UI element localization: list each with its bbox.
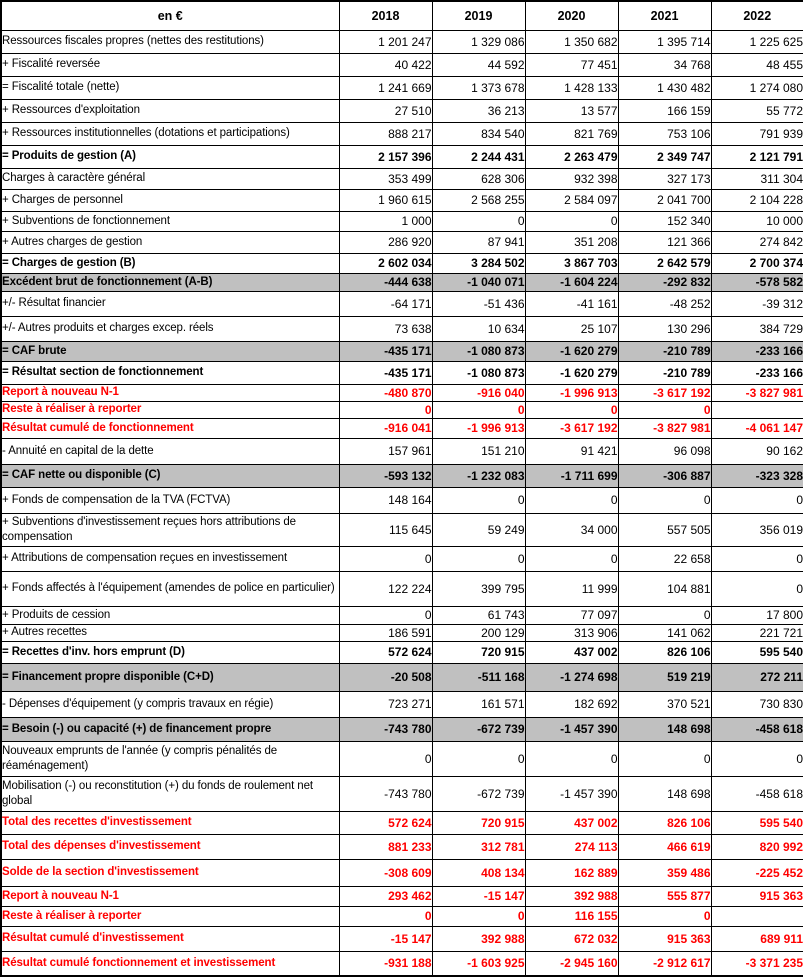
- value-cell: 161 571: [432, 691, 525, 717]
- table-row: [1, 624, 803, 641]
- value-cell: 1 241 669: [339, 76, 432, 99]
- value-cell: -931 188: [339, 951, 432, 976]
- value-cell: 272 211: [711, 663, 803, 691]
- value-cell: 1 428 133: [525, 76, 618, 99]
- value-cell: 311 304: [711, 168, 803, 189]
- value-cell: 557 505: [618, 513, 711, 546]
- table-row: [1, 886, 803, 906]
- row-label: + Fonds de compensation de la TVA (FCTVA): [1, 487, 339, 513]
- value-cell: 48 455: [711, 53, 803, 76]
- value-cell: -20 508: [339, 663, 432, 691]
- row-label: = CAF nette ou disponible (C): [1, 464, 339, 487]
- value-cell: 148 698: [618, 776, 711, 811]
- value-cell: 0: [618, 487, 711, 513]
- row-label: + Fiscalité reversée: [1, 53, 339, 76]
- value-cell: 392 988: [525, 886, 618, 906]
- value-cell: 274 842: [711, 231, 803, 253]
- value-cell: -435 171: [339, 341, 432, 361]
- table-row: [1, 811, 803, 834]
- value-cell: 221 721: [711, 624, 803, 641]
- row-label: = Fiscalité totale (nette): [1, 76, 339, 99]
- value-cell: 2 263 479: [525, 145, 618, 168]
- value-cell: 1 430 482: [618, 76, 711, 99]
- value-cell: -51 436: [432, 291, 525, 316]
- table-row: [1, 641, 803, 663]
- value-cell: 0: [525, 401, 618, 418]
- table-row: [1, 741, 803, 776]
- value-cell: 0: [618, 741, 711, 776]
- table-row: [1, 951, 803, 976]
- value-cell: -292 832: [618, 273, 711, 291]
- value-cell: -48 252: [618, 291, 711, 316]
- row-label: + Ressources institutionnelles (dotations et participations): [1, 122, 339, 145]
- value-cell: 141 062: [618, 624, 711, 641]
- row-label: Résultat cumulé fonctionnement et investissement: [1, 951, 339, 976]
- value-cell: 0: [432, 546, 525, 571]
- table-row: [1, 401, 803, 418]
- value-cell: 312 781: [432, 834, 525, 859]
- header-row: [1, 1, 803, 30]
- value-cell: 293 462: [339, 886, 432, 906]
- value-cell: 0: [339, 906, 432, 926]
- row-label: + Produits de cession: [1, 606, 339, 624]
- row-label: Mobilisation (-) ou reconstitution (+) du fonds de roulement net global: [1, 776, 339, 811]
- row-label: Report à nouveau N-1: [1, 384, 339, 401]
- value-cell: 2 568 255: [432, 189, 525, 211]
- value-cell: 148 698: [618, 717, 711, 741]
- value-cell: 672 032: [525, 926, 618, 951]
- value-cell: -1 996 913: [432, 418, 525, 438]
- value-cell: -1 620 279: [525, 361, 618, 384]
- value-cell: 881 233: [339, 834, 432, 859]
- value-cell: -3 617 192: [618, 384, 711, 401]
- value-cell: 1 395 714: [618, 30, 711, 53]
- value-cell: -1 996 913: [525, 384, 618, 401]
- table-row: [1, 834, 803, 859]
- value-cell: -15 147: [432, 886, 525, 906]
- table-row: [1, 341, 803, 361]
- value-cell: 148 164: [339, 487, 432, 513]
- value-cell: -306 887: [618, 464, 711, 487]
- unit-header: en €: [1, 1, 339, 30]
- value-cell: -1 080 873: [432, 341, 525, 361]
- row-label: + Attributions de compensation reçues en investissement: [1, 546, 339, 571]
- value-cell: 351 208: [525, 231, 618, 253]
- table-row: [1, 189, 803, 211]
- value-cell: 2 642 579: [618, 253, 711, 273]
- value-cell: 2 104 228: [711, 189, 803, 211]
- row-label: Charges à caractère général: [1, 168, 339, 189]
- value-cell: -1 457 390: [525, 776, 618, 811]
- value-cell: 2 157 396: [339, 145, 432, 168]
- table-row: [1, 571, 803, 606]
- value-cell: 2 349 747: [618, 145, 711, 168]
- value-cell: -1 040 071: [432, 273, 525, 291]
- value-cell: 0: [525, 487, 618, 513]
- value-cell: 3 284 502: [432, 253, 525, 273]
- value-cell: 408 134: [432, 859, 525, 886]
- value-cell: 0: [432, 211, 525, 231]
- table-row: [1, 859, 803, 886]
- row-label: = Produits de gestion (A): [1, 145, 339, 168]
- value-cell: 0: [525, 546, 618, 571]
- value-cell: -2 945 160: [525, 951, 618, 976]
- value-cell: -1 274 698: [525, 663, 618, 691]
- value-cell: 274 113: [525, 834, 618, 859]
- value-cell: 34 000: [525, 513, 618, 546]
- row-label: Résultat cumulé d'investissement: [1, 926, 339, 951]
- value-cell: -435 171: [339, 361, 432, 384]
- table-row: [1, 384, 803, 401]
- value-cell: [711, 906, 803, 926]
- value-cell: 22 658: [618, 546, 711, 571]
- value-cell: -743 780: [339, 717, 432, 741]
- table-row: [1, 361, 803, 384]
- value-cell: 572 624: [339, 811, 432, 834]
- value-cell: 826 106: [618, 641, 711, 663]
- value-cell: 3 867 703: [525, 253, 618, 273]
- row-label: = Charges de gestion (B): [1, 253, 339, 273]
- value-cell: 628 306: [432, 168, 525, 189]
- table-row: [1, 316, 803, 341]
- value-cell: -3 827 981: [618, 418, 711, 438]
- value-cell: 0: [432, 487, 525, 513]
- value-cell: 0: [618, 401, 711, 418]
- value-cell: -916 041: [339, 418, 432, 438]
- year-header-2019: 2019: [432, 1, 525, 30]
- value-cell: 0: [339, 546, 432, 571]
- value-cell: -3 617 192: [525, 418, 618, 438]
- table-row: [1, 906, 803, 926]
- value-cell: 0: [432, 906, 525, 926]
- value-cell: 466 619: [618, 834, 711, 859]
- value-cell: 2 700 374: [711, 253, 803, 273]
- value-cell: -323 328: [711, 464, 803, 487]
- row-label: = Résultat section de fonctionnement: [1, 361, 339, 384]
- value-cell: 87 941: [432, 231, 525, 253]
- value-cell: 1 225 625: [711, 30, 803, 53]
- value-cell: 519 219: [618, 663, 711, 691]
- table-row: [1, 99, 803, 122]
- value-cell: 0: [432, 401, 525, 418]
- value-cell: 0: [618, 906, 711, 926]
- year-header-2022: 2022: [711, 1, 803, 30]
- value-cell: 27 510: [339, 99, 432, 122]
- value-cell: -511 168: [432, 663, 525, 691]
- value-cell: 200 129: [432, 624, 525, 641]
- row-label: = CAF brute: [1, 341, 339, 361]
- table-row: [1, 145, 803, 168]
- table-row: [1, 291, 803, 316]
- row-label: Résultat cumulé de fonctionnement: [1, 418, 339, 438]
- table-row: [1, 487, 803, 513]
- value-cell: 723 271: [339, 691, 432, 717]
- value-cell: 353 499: [339, 168, 432, 189]
- table-row: [1, 253, 803, 273]
- table-row: [1, 122, 803, 145]
- row-label: + Charges de personnel: [1, 189, 339, 211]
- value-cell: 834 540: [432, 122, 525, 145]
- year-header-2021: 2021: [618, 1, 711, 30]
- value-cell: 61 743: [432, 606, 525, 624]
- value-cell: 0: [618, 606, 711, 624]
- value-cell: -233 166: [711, 341, 803, 361]
- table-row: [1, 776, 803, 811]
- value-cell: 0: [711, 546, 803, 571]
- value-cell: -64 171: [339, 291, 432, 316]
- row-label: Report à nouveau N-1: [1, 886, 339, 906]
- value-cell: -1 604 224: [525, 273, 618, 291]
- value-cell: 36 213: [432, 99, 525, 122]
- value-cell: 384 729: [711, 316, 803, 341]
- value-cell: -1 711 699: [525, 464, 618, 487]
- table-row: [1, 717, 803, 741]
- value-cell: -593 132: [339, 464, 432, 487]
- row-label: + Subventions de fonctionnement: [1, 211, 339, 231]
- value-cell: -743 780: [339, 776, 432, 811]
- value-cell: -444 638: [339, 273, 432, 291]
- value-cell: 689 911: [711, 926, 803, 951]
- value-cell: 915 363: [618, 926, 711, 951]
- value-cell: -1 620 279: [525, 341, 618, 361]
- value-cell: 932 398: [525, 168, 618, 189]
- value-cell: 91 421: [525, 438, 618, 464]
- value-cell: 2 121 791: [711, 145, 803, 168]
- value-cell: 888 217: [339, 122, 432, 145]
- value-cell: 370 521: [618, 691, 711, 717]
- row-label: Total des dépenses d'investissement: [1, 834, 339, 859]
- value-cell: 826 106: [618, 811, 711, 834]
- row-label: + Autres charges de gestion: [1, 231, 339, 253]
- value-cell: 1 274 080: [711, 76, 803, 99]
- row-label: Excédent brut de fonctionnement (A-B): [1, 273, 339, 291]
- value-cell: 0: [432, 741, 525, 776]
- table-row: [1, 691, 803, 717]
- value-cell: -41 161: [525, 291, 618, 316]
- row-label: - Dépenses d'équipement (y compris travaux en régie): [1, 691, 339, 717]
- value-cell: -225 452: [711, 859, 803, 886]
- value-cell: -15 147: [339, 926, 432, 951]
- row-label: + Fonds affectés à l'équipement (amendes de police en particulier): [1, 571, 339, 606]
- row-label: Solde de la section d'investissement: [1, 859, 339, 886]
- value-cell: 821 769: [525, 122, 618, 145]
- year-header-2018: 2018: [339, 1, 432, 30]
- value-cell: 25 107: [525, 316, 618, 341]
- value-cell: 10 000: [711, 211, 803, 231]
- value-cell: 96 098: [618, 438, 711, 464]
- table-row: [1, 211, 803, 231]
- value-cell: -1 457 390: [525, 717, 618, 741]
- table-row: [1, 606, 803, 624]
- table-row: [1, 418, 803, 438]
- value-cell: 122 224: [339, 571, 432, 606]
- value-cell: 437 002: [525, 811, 618, 834]
- value-cell: 151 210: [432, 438, 525, 464]
- value-cell: 1 000: [339, 211, 432, 231]
- value-cell: -672 739: [432, 776, 525, 811]
- value-cell: 0: [525, 741, 618, 776]
- table-row: [1, 53, 803, 76]
- value-cell: 130 296: [618, 316, 711, 341]
- value-cell: -233 166: [711, 361, 803, 384]
- value-cell: -308 609: [339, 859, 432, 886]
- value-cell: 44 592: [432, 53, 525, 76]
- value-cell: 720 915: [432, 811, 525, 834]
- table-row: [1, 30, 803, 53]
- value-cell: -39 312: [711, 291, 803, 316]
- row-label: Reste à réaliser à reporter: [1, 401, 339, 418]
- value-cell: 17 800: [711, 606, 803, 624]
- value-cell: 0: [711, 741, 803, 776]
- value-cell: 2 244 431: [432, 145, 525, 168]
- row-label: +/- Résultat financier: [1, 291, 339, 316]
- table-row: [1, 273, 803, 291]
- value-cell: -1 232 083: [432, 464, 525, 487]
- value-cell: 915 363: [711, 886, 803, 906]
- value-cell: 572 624: [339, 641, 432, 663]
- value-cell: 730 830: [711, 691, 803, 717]
- value-cell: 286 920: [339, 231, 432, 253]
- row-label: + Subventions d'investissement reçues hors attributions de compensation: [1, 513, 339, 546]
- value-cell: 0: [339, 741, 432, 776]
- value-cell: 59 249: [432, 513, 525, 546]
- value-cell: -1 080 873: [432, 361, 525, 384]
- value-cell: 2 602 034: [339, 253, 432, 273]
- value-cell: -458 618: [711, 776, 803, 811]
- value-cell: 595 540: [711, 641, 803, 663]
- value-cell: 186 591: [339, 624, 432, 641]
- table-row: [1, 513, 803, 546]
- value-cell: 1 329 086: [432, 30, 525, 53]
- value-cell: 116 155: [525, 906, 618, 926]
- value-cell: 152 340: [618, 211, 711, 231]
- value-cell: 104 881: [618, 571, 711, 606]
- value-cell: -480 870: [339, 384, 432, 401]
- value-cell: 1 960 615: [339, 189, 432, 211]
- value-cell: 437 002: [525, 641, 618, 663]
- value-cell: -3 371 235: [711, 951, 803, 976]
- value-cell: 34 768: [618, 53, 711, 76]
- value-cell: 1 201 247: [339, 30, 432, 53]
- row-label: +/- Autres produits et charges excep. réels: [1, 316, 339, 341]
- value-cell: 55 772: [711, 99, 803, 122]
- value-cell: -578 582: [711, 273, 803, 291]
- value-cell: [711, 401, 803, 418]
- value-cell: -1 603 925: [432, 951, 525, 976]
- row-label: + Autres recettes: [1, 624, 339, 641]
- row-label: + Ressources d'exploitation: [1, 99, 339, 122]
- table-row: [1, 926, 803, 951]
- value-cell: 356 019: [711, 513, 803, 546]
- value-cell: 162 889: [525, 859, 618, 886]
- value-cell: 0: [525, 211, 618, 231]
- value-cell: -210 789: [618, 341, 711, 361]
- value-cell: 555 877: [618, 886, 711, 906]
- value-cell: 166 159: [618, 99, 711, 122]
- value-cell: 820 992: [711, 834, 803, 859]
- value-cell: 399 795: [432, 571, 525, 606]
- value-cell: 77 451: [525, 53, 618, 76]
- value-cell: -4 061 147: [711, 418, 803, 438]
- value-cell: -458 618: [711, 717, 803, 741]
- value-cell: 2 584 097: [525, 189, 618, 211]
- row-label: Total des recettes d'investissement: [1, 811, 339, 834]
- row-label: Nouveaux emprunts de l'année (y compris pénalités de réaménagement): [1, 741, 339, 776]
- value-cell: 1 350 682: [525, 30, 618, 53]
- value-cell: 327 173: [618, 168, 711, 189]
- value-cell: 791 939: [711, 122, 803, 145]
- value-cell: 0: [339, 401, 432, 418]
- value-cell: 13 577: [525, 99, 618, 122]
- value-cell: 40 422: [339, 53, 432, 76]
- table-row: [1, 76, 803, 99]
- value-cell: 359 486: [618, 859, 711, 886]
- value-cell: -672 739: [432, 717, 525, 741]
- table-row: [1, 168, 803, 189]
- value-cell: 182 692: [525, 691, 618, 717]
- row-label: = Financement propre disponible (C+D): [1, 663, 339, 691]
- value-cell: 157 961: [339, 438, 432, 464]
- row-label: Ressources fiscales propres (nettes des restitutions): [1, 30, 339, 53]
- value-cell: -3 827 981: [711, 384, 803, 401]
- row-label: = Besoin (-) ou capacité (+) de financement propre: [1, 717, 339, 741]
- row-label: Reste à réaliser à reporter: [1, 906, 339, 926]
- value-cell: 1 373 678: [432, 76, 525, 99]
- value-cell: 720 915: [432, 641, 525, 663]
- value-cell: -2 912 617: [618, 951, 711, 976]
- value-cell: 115 645: [339, 513, 432, 546]
- table-row: [1, 438, 803, 464]
- table-row: [1, 464, 803, 487]
- value-cell: 2 041 700: [618, 189, 711, 211]
- value-cell: 0: [711, 571, 803, 606]
- value-cell: 595 540: [711, 811, 803, 834]
- row-label: - Annuité en capital de la dette: [1, 438, 339, 464]
- value-cell: 77 097: [525, 606, 618, 624]
- value-cell: 313 906: [525, 624, 618, 641]
- value-cell: 392 988: [432, 926, 525, 951]
- table-row: [1, 546, 803, 571]
- value-cell: 0: [711, 487, 803, 513]
- year-header-2020: 2020: [525, 1, 618, 30]
- value-cell: 10 634: [432, 316, 525, 341]
- value-cell: -916 040: [432, 384, 525, 401]
- value-cell: -210 789: [618, 361, 711, 384]
- value-cell: 90 162: [711, 438, 803, 464]
- table-row: [1, 663, 803, 691]
- value-cell: 753 106: [618, 122, 711, 145]
- table-row: [1, 231, 803, 253]
- value-cell: 121 366: [618, 231, 711, 253]
- value-cell: 0: [339, 606, 432, 624]
- value-cell: 73 638: [339, 316, 432, 341]
- value-cell: 11 999: [525, 571, 618, 606]
- row-label: = Recettes d'inv. hors emprunt (D): [1, 641, 339, 663]
